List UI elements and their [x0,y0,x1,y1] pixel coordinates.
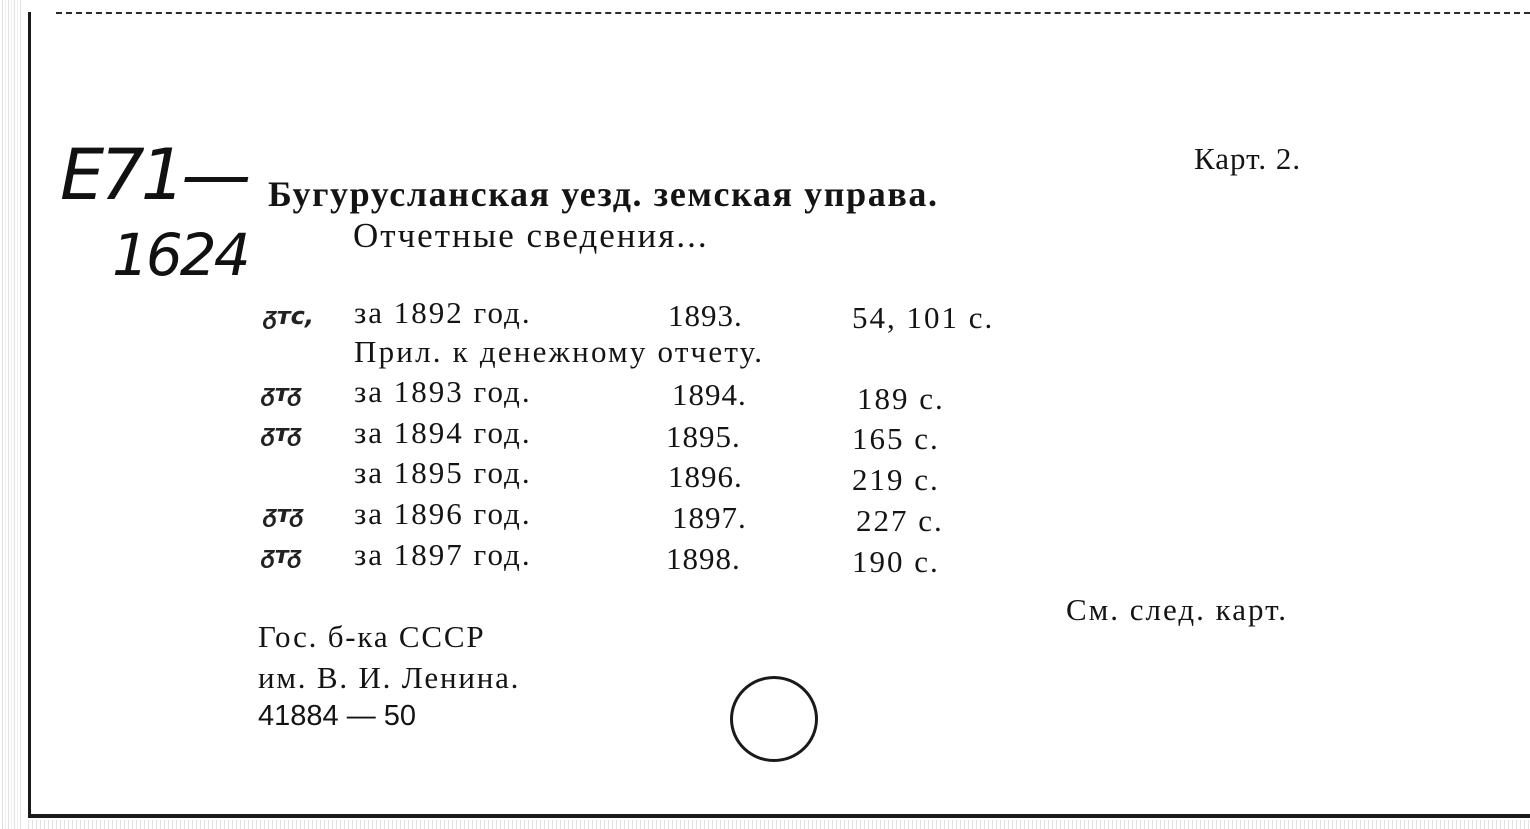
entry-period: за 1892 год. [354,295,532,330]
entry-year: 1897. [672,500,747,535]
card-subtitle: Отчетные сведения... [353,216,709,255]
card-bottom-border [28,814,1530,818]
card-title: Бугурусланская уезд. земская управа. [268,174,939,214]
holding-stamp: ᵹтᵹ [262,541,302,569]
entry-pages: 54, 101 с. [852,300,995,335]
entry-year: 1898. [666,541,741,576]
library-name: Гос. б-ка СССР [258,619,486,654]
entry-period: за 1894 год. [354,415,532,450]
holding-stamp: ᵹтᵹ [264,500,304,528]
print-code: 41884 — 50 [258,700,417,732]
entry-period: за 1895 год. [354,455,532,490]
handwritten-shelfmark-line1: E71— [60,134,248,216]
entry-pages: 189 с. [857,381,945,416]
scan-bottom-edge [28,820,1530,829]
handwritten-shelfmark-line2: 1624 [112,221,248,289]
scan-edge [0,0,22,829]
library-name-line2: им. В. И. Ленина. [258,660,521,695]
entry-year: 1896. [668,459,743,494]
entry-year: 1895. [666,419,741,454]
entry-pages: 227 с. [856,503,944,538]
entry-pages: 165 с. [852,421,940,456]
entry-period: за 1897 год. [354,537,532,572]
entry-note: Прил. к денежному отчету. [354,334,765,369]
punch-hole [730,676,818,762]
entry-pages: 190 с. [852,544,940,579]
holding-stamp: ᵹтс, [264,302,314,330]
entry-year: 1893. [668,298,743,333]
card-left-border [28,12,31,818]
entry-pages: 219 с. [852,462,940,497]
card-top-border [56,12,1530,14]
holding-stamp: ᵹтᵹ [262,379,302,407]
see-next-card: См. след. карт. [1066,592,1289,627]
entry-year: 1894. [672,377,747,412]
entry-period: за 1893 год. [354,374,532,409]
card-number: Карт. 2. [1194,141,1302,176]
holding-stamp: ᵹтᵹ [262,419,302,447]
entry-period: за 1896 год. [354,496,532,531]
